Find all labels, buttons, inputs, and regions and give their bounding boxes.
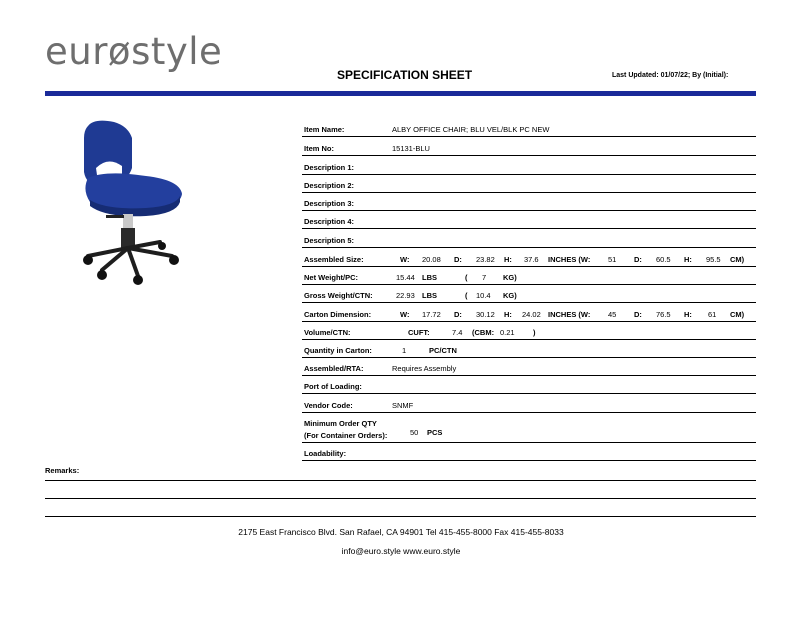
carton-d-value: 30.12 bbox=[476, 310, 495, 319]
description-5-label: Description 5: bbox=[304, 236, 355, 245]
gross-weight-paren: ( bbox=[465, 291, 468, 300]
carton-h-value: 24.02 bbox=[522, 310, 541, 319]
spec-row-net-weight bbox=[302, 266, 756, 285]
carton-dimension-label: Carton Dimension: bbox=[304, 310, 372, 319]
quantity-unit: PC/CTN bbox=[429, 346, 457, 355]
net-weight-kg-unit: KG) bbox=[503, 273, 517, 282]
vendor-label: Vendor Code: bbox=[304, 401, 353, 410]
net-weight-kg: 7 bbox=[482, 273, 487, 282]
assembled-d-value: 23.82 bbox=[476, 255, 495, 264]
carton-d-label: D: bbox=[454, 310, 462, 319]
assembled-cm-label: CM) bbox=[730, 255, 745, 264]
assembly-value: Requires Assembly bbox=[392, 364, 457, 373]
carton-w-value: 17.72 bbox=[422, 310, 441, 319]
spec-row-quantity bbox=[302, 339, 756, 358]
description-4-label: Description 4: bbox=[304, 217, 355, 226]
last-updated: Last Updated: 01/07/22; By (Initial): bbox=[612, 72, 729, 79]
description-2-label: Description 2: bbox=[304, 181, 355, 190]
assembled-d-cm: 60.5 bbox=[656, 255, 671, 264]
description-1-label: Description 1: bbox=[304, 163, 355, 172]
assembled-h-value: 37.6 bbox=[524, 255, 539, 264]
assembled-h-cm-label: H: bbox=[684, 255, 692, 264]
spec-row-moq bbox=[302, 413, 756, 443]
moq-unit: PCS bbox=[427, 428, 443, 437]
spec-row-carton-dimension bbox=[302, 303, 756, 322]
assembly-label: Assembled/RTA: bbox=[304, 364, 364, 373]
assembled-d-label: D: bbox=[454, 255, 462, 264]
assembled-w-value: 20.08 bbox=[422, 255, 441, 264]
gross-weight-label: Gross Weight/CTN: bbox=[304, 291, 373, 300]
net-weight-lbs: 15.44 bbox=[396, 273, 415, 282]
spec-row-description-5 bbox=[302, 229, 756, 248]
item-name-value: ALBY OFFICE CHAIR; BLU VEL/BLK PC NEW bbox=[392, 125, 550, 134]
volume-label: Volume/CTN: bbox=[304, 328, 351, 337]
volume-close-paren: ) bbox=[533, 328, 536, 337]
assembled-size-label: Assembled Size: bbox=[304, 255, 364, 264]
moq-value: 50 bbox=[410, 428, 419, 437]
footer-address: 2175 East Francisco Blvd. San Rafael, CA 94901 Tel 415-455-8000 Fax 415-455-8033 bbox=[238, 527, 564, 537]
carton-d-cm: 76.5 bbox=[656, 310, 671, 319]
carton-inches-label: INCHES (W: bbox=[548, 310, 591, 319]
moq-label-line2: (For Container Orders): bbox=[304, 431, 388, 440]
carton-h-cm-label: H: bbox=[684, 310, 692, 319]
spec-row-gross-weight bbox=[302, 284, 756, 303]
volume-cuft-label: CUFT: bbox=[408, 328, 430, 337]
vendor-value: SNMF bbox=[392, 401, 414, 410]
spec-row-description-2 bbox=[302, 174, 756, 193]
net-weight-label: Net Weight/PC: bbox=[304, 273, 359, 282]
assembled-w-cm: 51 bbox=[608, 255, 617, 264]
spec-row-description-1 bbox=[302, 156, 756, 175]
carton-w-label: W: bbox=[400, 310, 410, 319]
spec-row-description-4 bbox=[302, 210, 756, 229]
item-name-label: Item Name: bbox=[304, 125, 345, 134]
carton-h-label: H: bbox=[504, 310, 512, 319]
assembled-inches-label: INCHES (W: bbox=[548, 255, 591, 264]
brand-logo: eurøstyle bbox=[45, 30, 223, 73]
net-weight-lbs-unit: LBS bbox=[422, 273, 437, 282]
item-no-value: 15131-BLU bbox=[392, 144, 430, 153]
port-label: Port of Loading: bbox=[304, 382, 362, 391]
item-no-label: Item No: bbox=[304, 144, 334, 153]
quantity-value: 1 bbox=[402, 346, 407, 355]
page-title: SPECIFICATION SHEET bbox=[337, 68, 473, 82]
volume-cbm-value: 0.21 bbox=[500, 328, 515, 337]
carton-cm-label: CM) bbox=[730, 310, 745, 319]
description-3-label: Description 3: bbox=[304, 199, 355, 208]
remarks-line-2 bbox=[45, 498, 756, 499]
volume-cuft-value: 7.4 bbox=[452, 328, 463, 337]
footer-contact: info@euro.style www.euro.style bbox=[341, 546, 461, 556]
assembled-h-cm: 95.5 bbox=[706, 255, 721, 264]
spec-row-assembly bbox=[302, 357, 756, 376]
spec-row-item-no bbox=[302, 137, 756, 156]
gross-weight-lbs: 22.93 bbox=[396, 291, 415, 300]
moq-label-line1: Minimum Order QTY bbox=[304, 419, 377, 428]
spec-row-assembled-size bbox=[302, 248, 756, 267]
gross-weight-lbs-unit: LBS bbox=[422, 291, 437, 300]
spec-row-description-3 bbox=[302, 192, 756, 211]
assembled-d-cm-label: D: bbox=[634, 255, 642, 264]
gross-weight-kg-unit: KG) bbox=[503, 291, 517, 300]
remarks-label: Remarks: bbox=[45, 466, 80, 475]
carton-h-cm: 61 bbox=[708, 310, 717, 319]
office-chair-icon bbox=[76, 118, 196, 288]
spec-row-vendor bbox=[302, 394, 756, 413]
spec-row-port bbox=[302, 375, 756, 394]
remarks-line-3 bbox=[45, 516, 756, 517]
loadability-label: Loadability: bbox=[304, 449, 347, 458]
carton-d-cm-label: D: bbox=[634, 310, 642, 319]
carton-w-cm: 45 bbox=[608, 310, 617, 319]
net-weight-paren: ( bbox=[465, 273, 468, 282]
header-divider bbox=[45, 91, 756, 96]
gross-weight-kg: 10.4 bbox=[476, 291, 491, 300]
assembled-h-label: H: bbox=[504, 255, 512, 264]
volume-cbm-label: (CBM: bbox=[472, 328, 495, 337]
assembled-w-label: W: bbox=[400, 255, 410, 264]
remarks-line-1 bbox=[45, 480, 756, 481]
spec-row-item-name bbox=[302, 118, 756, 137]
spec-row-loadability bbox=[302, 442, 756, 461]
spec-row-volume bbox=[302, 321, 756, 340]
quantity-label: Quantity in Carton: bbox=[304, 346, 372, 355]
